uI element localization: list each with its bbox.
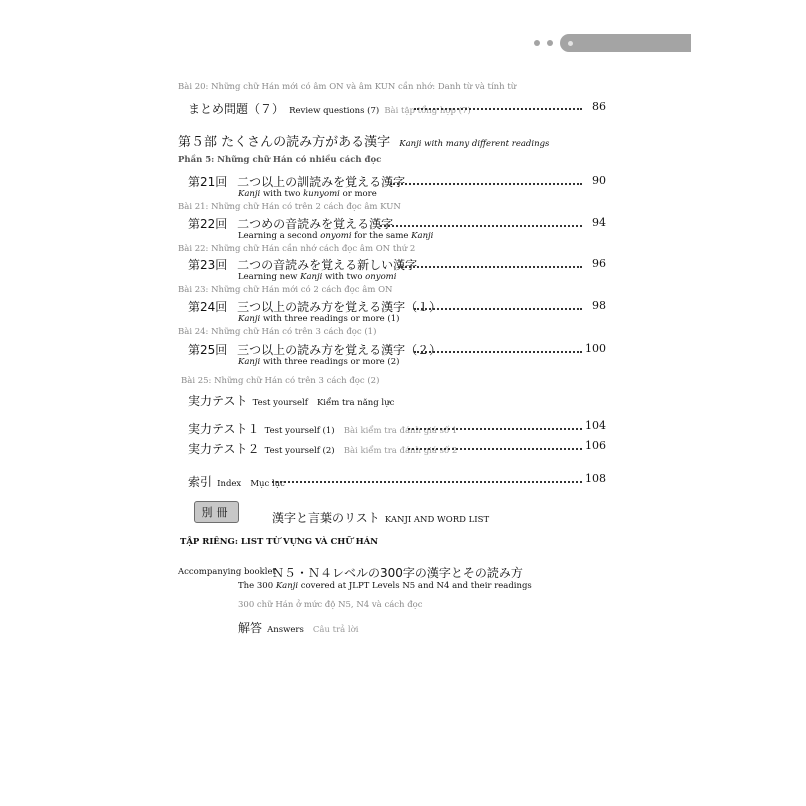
header-dot-1 <box>534 40 540 46</box>
booklet-title: 漢字と言葉のリスト <box>272 511 380 525</box>
booklet-vi-heading: TẬP RIÊNG: LIST TỪ VỰNG VÀ CHỮ HÁN <box>180 537 379 547</box>
page-lesson21: 90 <box>592 174 606 187</box>
test2-en: Test yourself (2) <box>264 446 335 456</box>
leader-lesson25 <box>414 351 582 353</box>
answers-vi: Câu trả lời <box>312 625 359 635</box>
page-test2: 106 <box>585 439 606 452</box>
page-test1: 104 <box>585 419 606 432</box>
index-vi: Mục lục <box>250 479 285 489</box>
part5-vi: Phần 5: Những chữ Hán có nhiều cách đọc <box>178 155 382 165</box>
leader-test2 <box>408 448 582 450</box>
toc-row-index[interactable] <box>188 471 285 490</box>
test2-title: 実力テスト２ <box>188 442 260 456</box>
leader-lesson23 <box>398 266 582 268</box>
index-en: Index <box>217 479 242 489</box>
lesson21-title: 二つ以上の訓読みを覚える漢字 <box>237 175 406 189</box>
toc-row-lesson22[interactable] <box>188 215 393 232</box>
lesson20-note: Bài 20: Những chữ Hán mới có âm ON và âm KUN cần nhớ: Danh từ và tính từ <box>178 82 517 92</box>
test1-title: 実力テスト１ <box>188 422 260 436</box>
lesson24-title: 三つ以上の読み方を覚える漢字（１） <box>237 300 442 314</box>
leader-review7 <box>414 108 582 110</box>
lesson22-title: 二つめの音読みを覚える漢字 <box>237 217 394 231</box>
lesson21-number: 第21回 <box>188 175 228 189</box>
page-lesson22: 94 <box>592 216 606 229</box>
booklet-badge: 別冊 <box>194 501 239 523</box>
part5-en: Kanji with many different readings <box>399 139 550 149</box>
header-bar <box>560 34 691 52</box>
lesson23-title: 二つの音読みを覚える新しい漢字 <box>237 258 418 272</box>
booklet-list-vi: 300 chữ Hán ở mức độ N5, N4 và cách đọc <box>238 600 423 610</box>
toc-row-test[interactable] <box>188 390 394 409</box>
test1-en: Test yourself (1) <box>264 426 335 436</box>
index-title: 索引 <box>188 475 213 489</box>
test1-vi: Bài kiểm tra đánh giá số 1 <box>343 426 458 436</box>
review7-vi: Bài tập tổng hợp (7) <box>384 106 471 116</box>
leader-lesson24 <box>414 308 582 310</box>
lesson23-number: 第23回 <box>188 258 228 272</box>
page-index: 108 <box>585 472 606 485</box>
lesson21-note: Bài 21: Những chữ Hán có trên 2 cách đọc âm KUN <box>178 202 401 212</box>
test-title: 実力テスト <box>188 394 248 408</box>
lesson23-en: Learning new Kanji with two onyomi <box>238 272 397 282</box>
test-en: Test yourself <box>252 398 308 408</box>
lesson24-note: Bài 24: Những chữ Hán có trên 3 cách đọc (1) <box>178 327 377 337</box>
lesson24-number: 第24回 <box>188 300 228 314</box>
page-review7: 86 <box>592 100 606 113</box>
toc-row-lesson25[interactable] <box>188 341 441 358</box>
lesson22-en: Learning a second onyomi for the same Kanji <box>238 231 434 241</box>
toc-row-lesson24[interactable] <box>188 298 441 315</box>
toc-row-lesson23[interactable] <box>188 256 417 273</box>
booklet-list-en: The 300 Kanji covered at JLPT Levels N5 and N4 and their readings <box>238 581 532 591</box>
page-lesson25: 100 <box>585 342 606 355</box>
answers-title: 解答 <box>238 621 263 635</box>
lesson21-en: Kanji with two kunyomi or more <box>238 189 377 199</box>
booklet-en: KANJI AND WORD LIST <box>384 515 490 525</box>
booklet-label: Accompanying booklet <box>178 567 276 577</box>
toc-row-lesson21[interactable] <box>188 173 405 190</box>
leader-index <box>272 481 582 483</box>
lesson25-title: 三つ以上の読み方を覚える漢字（２） <box>237 343 442 357</box>
booklet-heading <box>272 507 489 526</box>
lesson25-en: Kanji with three readings or more (2) <box>238 357 400 367</box>
booklet-list-title[interactable]: Ｎ５・Ｎ４レベルの300字の漢字とその読み方 <box>272 566 523 580</box>
page-lesson23: 96 <box>592 257 606 270</box>
lesson25-note: Bài 25: Những chữ Hán có trên 3 cách đọc (2) <box>181 376 380 386</box>
booklet-answers-row[interactable] <box>238 617 358 636</box>
page-lesson24: 98 <box>592 299 606 312</box>
leader-test1 <box>408 428 582 430</box>
test-vi: Kiểm tra năng lực <box>316 398 395 408</box>
header-dot-2 <box>547 40 553 46</box>
lesson22-note: Bài 22: Những chữ Hán cần nhớ cách đọc âm ON thứ 2 <box>178 244 416 254</box>
lesson22-number: 第22回 <box>188 217 228 231</box>
lesson25-number: 第25回 <box>188 343 228 357</box>
review7-title: まとめ問題（７） <box>188 102 285 116</box>
leader-lesson22 <box>380 225 582 227</box>
leader-lesson21 <box>390 183 582 185</box>
part5-title: 第５部 たくさんの読み方がある漢字 <box>178 135 391 150</box>
test2-vi: Bài kiểm tra đánh giá số 2 <box>343 446 458 456</box>
toc-row-part5[interactable] <box>178 131 549 150</box>
header-bar-dot <box>568 41 573 46</box>
lesson23-note: Bài 23: Những chữ Hán mới có 2 cách đọc âm ON <box>178 285 393 295</box>
review7-en: Review questions (7) <box>289 106 380 116</box>
answers-en: Answers <box>267 625 304 635</box>
lesson24-en: Kanji with three readings or more (1) <box>238 314 400 324</box>
